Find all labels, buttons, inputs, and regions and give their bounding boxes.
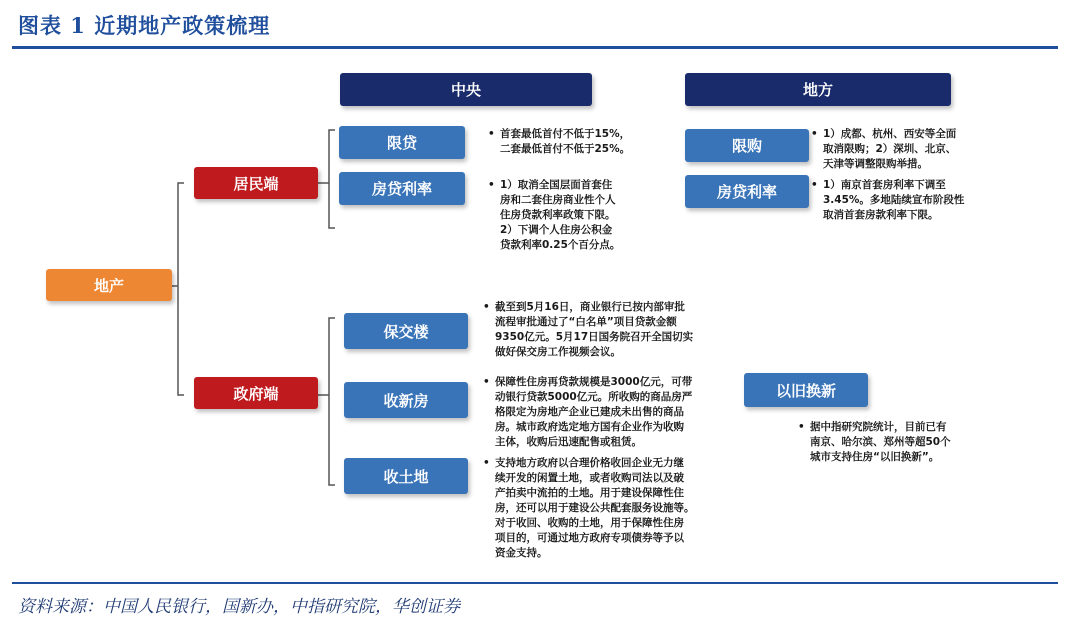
bullet-icon: •: [811, 128, 818, 140]
local-mortgage-rate-node: 房贷利率: [685, 175, 809, 208]
bullet-icon: •: [811, 179, 818, 191]
buy-new-homes-note: • 保障性住房再贷款规模是3000亿元，可带 动银行贷款5000亿元。所收购的商品房严 格限定为房地产企业已建成未出售的商品 房。城市政府选定地方国有企业作为收购 主体，收购后迅速配售或租赁。: [483, 376, 693, 448]
buy-land-node: 收土地: [344, 458, 468, 494]
root-node: 地产: [46, 269, 172, 301]
central-header: 中央: [340, 73, 592, 106]
resident-node: 居民端: [194, 167, 318, 199]
resident-bracket: [329, 130, 335, 228]
bullet-icon: •: [483, 301, 490, 313]
bullet-icon: •: [483, 376, 490, 388]
root-bracket: [178, 183, 184, 395]
purchase-limit-note: • 1）成都、杭州、西安等全面 取消限购；2）深圳、北京、 天津等调整限购举措。: [811, 128, 957, 170]
bullet-icon: •: [488, 179, 495, 191]
figure-title: 图表 1 近期地产政策梳理: [18, 13, 271, 38]
buy-new-homes-node: 收新房: [344, 382, 468, 418]
ensure-delivery-node: 保交楼: [344, 313, 468, 349]
limit-loan-note: • 首套最低首付不低于15%， 二套最低首付不低于25%。: [488, 128, 631, 155]
source-note: 资料来源：中国人民银行，国新办，中指研究院，华创证券: [18, 597, 460, 617]
mortgage-rate-node: 房贷利率: [339, 172, 465, 205]
local-mortgage-rate-note: • 1）南京首套房利率下调至 3.45%。多地陆续宣布阶段性 取消首套房款利率下限。: [811, 179, 965, 221]
government-node: 政府端: [194, 377, 318, 409]
footer-rule: [12, 582, 1058, 584]
buy-land-note: • 支持地方政府以合理价格收回企业无力继 续开发的闲置土地，或者收购司法以及破 产拍卖中流拍的土地。用于建设保障性住 房，还可以用于建设公共配套服务设施等。 对于收回、收购的土地，用于保障性住房 项目的，可通过地方政府专项债券等予以 资金支持。: [483, 457, 695, 559]
ensure-delivery-note: • 截至到5月16日，商业银行已按内部审批 流程审批通过了“白名单”项目贷款金额 9350亿元。5月17日国务院召开全国切实 做好保交房工作视频会议。: [483, 301, 694, 358]
trade-in-node: 以旧换新: [744, 373, 868, 407]
local-header: 地方: [685, 73, 951, 106]
bullet-icon: •: [798, 421, 805, 433]
bullet-icon: •: [483, 457, 490, 469]
bullet-icon: •: [488, 128, 495, 140]
purchase-limit-node: 限购: [685, 129, 809, 162]
mortgage-rate-note: • 1）取消全国层面首套住 房和二套住房商业性个人 住房贷款利率政策下限。 2）下调个人住房公积金 贷款利率0.25个百分点。: [488, 179, 621, 251]
limit-loan-node: 限贷: [339, 126, 465, 159]
trade-in-note: • 据中指研究院统计，目前已有 南京、哈尔滨、郑州等超50个 城市支持住房“以旧换新”。: [798, 421, 951, 463]
government-bracket: [329, 318, 335, 485]
